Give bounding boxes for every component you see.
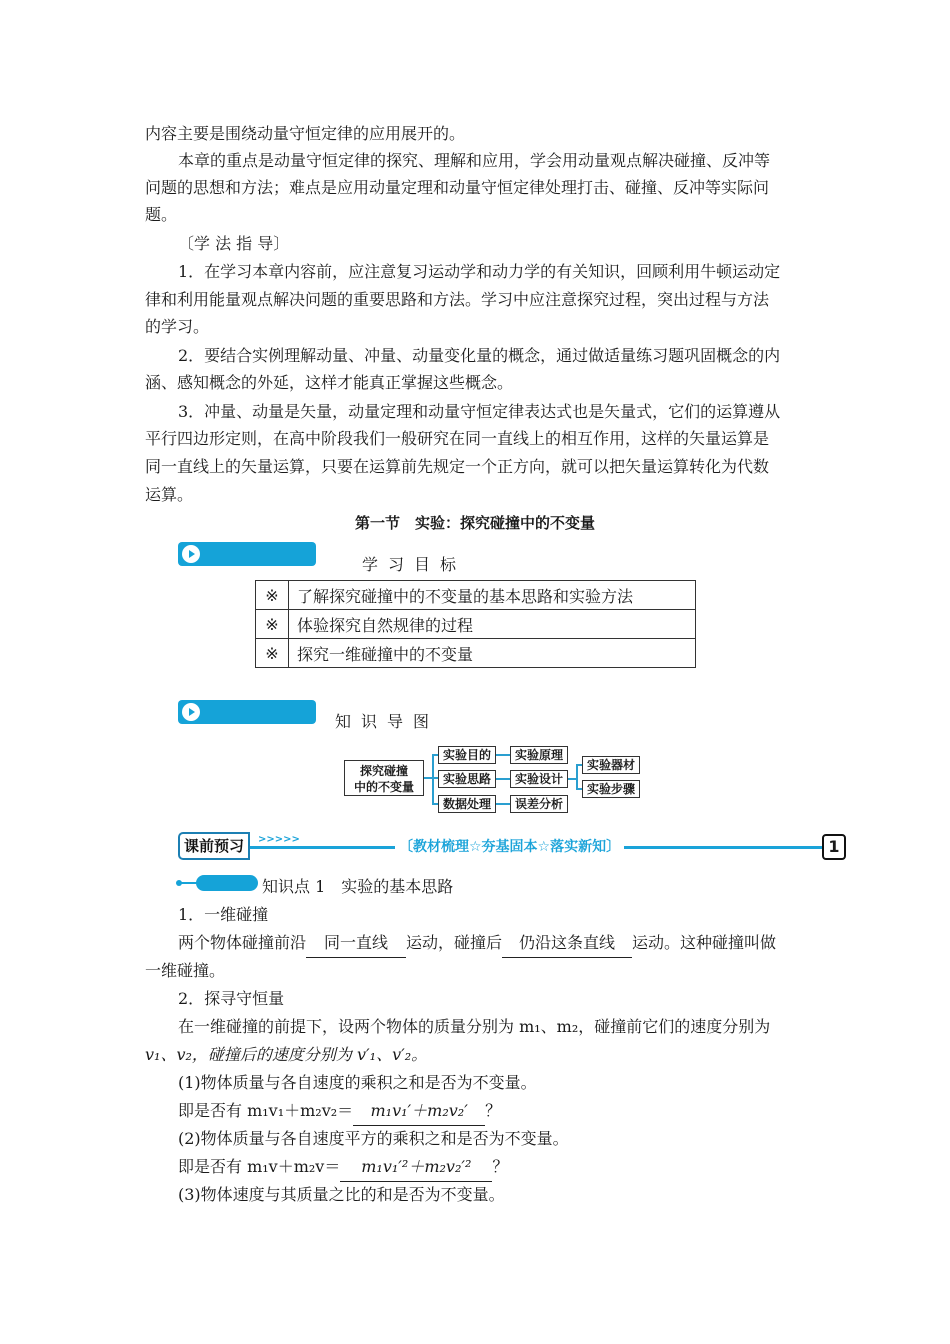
guide-item-1-line-1: 1．在学习本章内容前，应注意复习运动学和动力学的有关知识，回顾利用牛顿运动定: [178, 262, 781, 281]
fill-blank: 同一直线: [306, 929, 406, 958]
paragraph-2-line-1: 在一维碰撞的前提下，设两个物体的质量分别为 m₁、m₂，碰撞前它们的速度分别为: [178, 1017, 771, 1036]
map-node-purpose: 实验目的: [438, 746, 496, 764]
goals-table: [255, 580, 696, 668]
text: 两个物体碰撞前沿: [178, 933, 307, 952]
question-3: (3)物体速度与其质量之比的和是否为不变量。: [178, 1185, 505, 1204]
table-row: [256, 581, 696, 610]
map-node-equipment: 实验器材: [582, 756, 640, 774]
map-node-error: 误差分析: [510, 795, 568, 813]
goal-text: 探究一维碰撞中的不变量: [289, 639, 696, 668]
map-root-line-2: 中的不变量: [353, 780, 414, 794]
connector: [424, 777, 432, 779]
fill-blank: m₁v₁′²＋m₂v₂′²: [340, 1153, 492, 1182]
text: 即是否有 m₁v₁＋m₂v₂＝: [178, 1101, 354, 1120]
table-row: [256, 639, 696, 668]
banner-arrows: >>>>>: [258, 834, 300, 845]
goal-text: 体验探究自然规律的过程: [289, 610, 696, 639]
play-icon: [182, 545, 200, 563]
play-icon: [182, 703, 200, 721]
goal-text: 了解探究碰撞中的不变量的基本思路和实验方法: [289, 581, 696, 610]
knowledge-point-title: 知识点 1 实验的基本思路: [262, 877, 454, 896]
guide-item-1-line-3: 的学习。: [145, 317, 210, 336]
knowledge-point-pill: [196, 875, 258, 891]
connector: [496, 778, 510, 780]
guide-item-3-line-1: 3．冲量、动量是矢量，动量定理和动量守恒定律表达式也是矢量式，它们的运算遵从: [178, 402, 781, 421]
map-badge: [178, 700, 316, 724]
guide-item-3-line-2: 平行四边形定则，在高中阶段我们一般研究在同一直线上的相互作用，这样的矢量运算是: [145, 429, 770, 448]
question-2-formula: [178, 1153, 508, 1182]
banner-subtitle: 〔教材梳理☆夯基固本☆落实新知〕: [395, 836, 624, 858]
text: ？: [485, 1101, 502, 1120]
guide-item-3-line-3: 同一直线上的矢量运算，只要在运算前先规定一个正方向，就可以把矢量运算转化为代数: [145, 457, 770, 476]
focus-paragraph-line-2: 问题的思想和方法；难点是应用动量定理和动量守恒定律处理打击、碰撞、反冲等实际问: [145, 178, 770, 197]
map-node-data: 数据处理: [438, 795, 496, 813]
bullet-line: [178, 882, 198, 884]
paragraph-2-line-2: v₁、v₂，碰撞后的速度分别为 v′₁、v′₂。: [145, 1045, 428, 1064]
connector: [568, 778, 576, 780]
map-node-idea: 实验思路: [438, 770, 496, 788]
table-row: [256, 610, 696, 639]
section-title: 第一节 实验：探究碰撞中的不变量: [354, 514, 595, 532]
intro-line: 内容主要是围绕动量守恒定律的应用展开的。: [145, 124, 466, 143]
paragraph-1-line-2: 一维碰撞。: [145, 961, 226, 980]
subheading-1: 1．一维碰撞: [178, 905, 269, 924]
goal-mark: ※: [256, 581, 289, 610]
text: 即是否有 m₁v＋m₂v＝: [178, 1157, 341, 1176]
focus-paragraph-line-3: 题。: [145, 205, 178, 224]
guide-item-3-line-4: 运算。: [145, 485, 194, 504]
text: ？: [492, 1157, 509, 1176]
banner-number: 1: [822, 834, 846, 860]
connector: [432, 754, 434, 804]
banner-title: 课前预习: [178, 832, 250, 860]
map-root-node: [344, 760, 424, 796]
text: 运动，碰撞后: [406, 933, 503, 952]
map-node-design: 实验设计: [510, 770, 568, 788]
guide-item-1-line-2: 律和利用能量观点解决问题的重要思路和方法。学习中应注意探究过程，突出过程与方法: [145, 290, 770, 309]
goal-mark: ※: [256, 639, 289, 668]
goal-mark: ※: [256, 610, 289, 639]
map-root-line-1: 探究碰撞: [359, 764, 408, 778]
map-heading: 知识导图: [335, 712, 440, 731]
text: 运动。这种碰撞叫做: [632, 933, 777, 952]
guide-item-2-line-1: 2．要结合实例理解动量、冲量、动量变化量的概念，通过做适量练习题巩固概念的内: [178, 346, 781, 365]
connector: [576, 764, 578, 790]
fill-blank: 仍沿这条直线: [502, 929, 632, 958]
question-2: (2)物体质量与各自速度平方的乘积之和是否为不变量。: [178, 1129, 569, 1148]
study-guide-heading: 〔学 法 指 导〕: [178, 234, 290, 253]
goals-badge: [178, 542, 316, 566]
connector: [496, 754, 510, 756]
map-node-principle: 实验原理: [510, 746, 568, 764]
goals-heading: 学习目标: [362, 555, 467, 574]
paragraph-1-line-1: [178, 929, 776, 958]
map-node-steps: 实验步骤: [582, 780, 640, 798]
guide-item-2-line-2: 涵、感知概念的外延，这样才能真正掌握这些概念。: [145, 373, 514, 392]
question-1: (1)物体质量与各自速度的乘积之和是否为不变量。: [178, 1073, 537, 1092]
connector: [496, 803, 510, 805]
subheading-2: 2．探寻守恒量: [178, 989, 285, 1008]
fill-blank: m₁v₁′＋m₂v₂′: [353, 1097, 485, 1126]
focus-paragraph-line-1: 本章的重点是动量守恒定律的探究、理解和应用，学会用动量观点解决碰撞、反冲等: [178, 151, 771, 170]
question-1-formula: [178, 1097, 501, 1126]
